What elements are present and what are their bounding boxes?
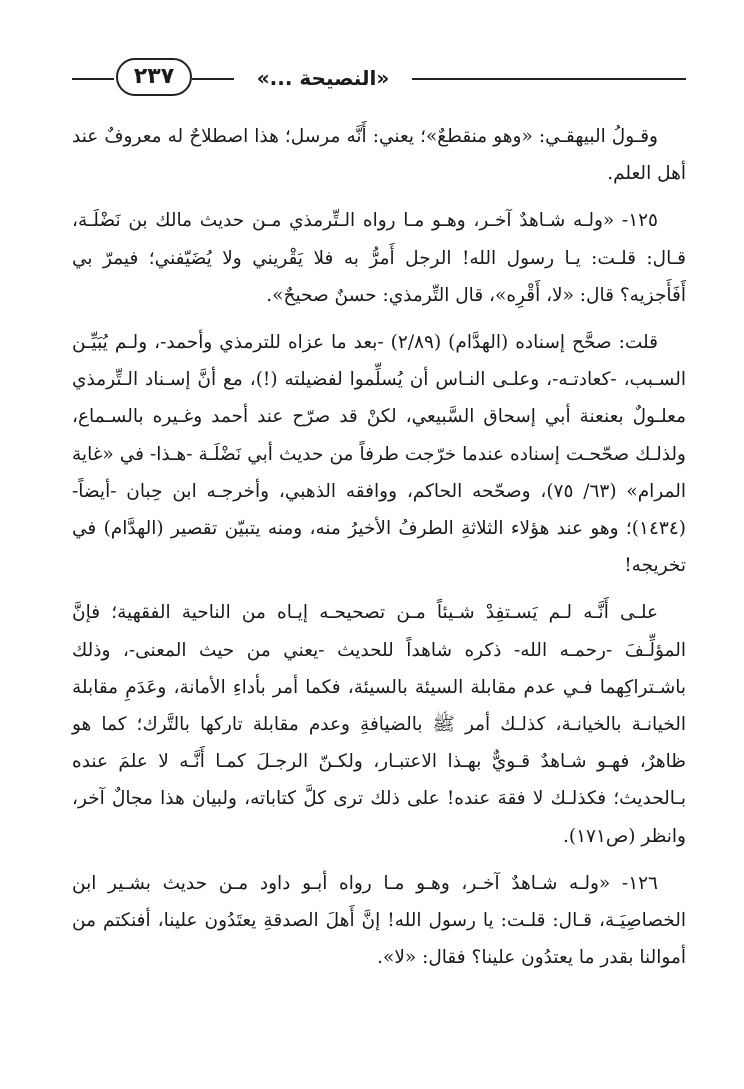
paragraph: ١٢٥- «ولـه شـاهدٌ آخـر، وهـو مـا رواه الـتِّرمذي مـن حديث مالك بن نَضْلَـة، قـال: قلـت: يـا رسول الله! الرجل أَمرُّ به فلا يَقْريني ولا يُضَيّفني؛ فيمرّ بي أَفَأَجزيه؟ قال: «لا، أَقْرِه»، قال التِّرمذي: حسنٌ صحيحٌ». (72, 210, 686, 306)
running-title: «النصيحة ...» (256, 66, 390, 90)
page-number: ٢٣٧ (116, 58, 192, 96)
header-rule-right (412, 78, 686, 80)
paragraph: ١٢٦- «ولـه شـاهدٌ آخـر، وهـو مـا رواه أبـو داود مـن حديث بشـير ابن الخصاصِيَـة، قـال: قلـت: يا رسول الله! إنَّ أَهلَ الصدقةِ يعتَدُون علينا، أفنكتم من أموالنا بقدر ما يعتدُون علينا؟ فقال: «لا». (72, 872, 686, 969)
header-rule-middle (192, 78, 234, 80)
header-rule-left (72, 78, 114, 80)
paragraph: وقـولُ البيهقـي: «وهو منقطعٌ»؛ يعني: أَنَّه مرسل؛ هذا اصطلاحٌ له معروفٌ عند أهل العلم. (72, 126, 686, 185)
paragraph: علـى أَنَّـه لـم يَسـتفِدْ شـيئاً مـن تصحيحـه إيـاه من الناحية الفقهية؛ فإنَّ المؤلِّـفَ -رحمـه الله- ذكره شاهداً للحديث -يعني من حيث المعنى-، وذلك باشـتراكِهما فـي عدم مقابلة السيئة بالسيئة، فكما أمر بأداءِ الأمانة، وعَدَمِ مقابلة الخيانـة بالخيانـة، كذلـك أمر ﷺ بالضيافةِ وعدم مقابلة تاركها بالتَّرك؛ كما هو ظاهرٌ، فهـو شـاهدٌ قـويٌّ بهـذا الاعتبـار، ولكـنّ الرجـلَ كمـا أَنَّـه لا علمَ عنده بـالحديث؛ فكذلـك لا فقهَ عنده! على ذلك ترى كلَّ كتاباته، ولبيان هذا مجالٌ آخر، وانظر (ص١٧١). (72, 602, 686, 847)
page-header (72, 52, 686, 104)
page-body (72, 118, 686, 976)
paragraph: قلت: صحَّح إسناده (الهدَّام) (٢/٨٩) -بعد ما عزاه للترمذي وأحمد-، ولـم يُبَيِّـن السـبب، -كعادتـه-، وعلـى النـاس أن يُسلِّموا لفضيلته (!)، مع أنَّ إسـناد الـتِّرمذي معلـولٌ بعنعنة أبي إسحاق السَّبيعي، لكنْ قد صرّح عند أحمد وغـيره بالسـماع، ولذلـك صحّحـت إسناده عندما خرّجت طرفاً من حديث أبي نَضْلَـة -هـذا- في «غاية المرام» (٦٣/ ٧٥)، وصحّحه الحاكم، ووافقه الذهبي، وأخرجـه ابن حِبان -أيضاً- (١٤٣٤)؛ وهو عند هؤلاء الثلاثةِ الطرفُ الأخيرُ منه، ومنه يتبيّن تقصير (الهدَّام) في تخريجه! (72, 332, 686, 577)
